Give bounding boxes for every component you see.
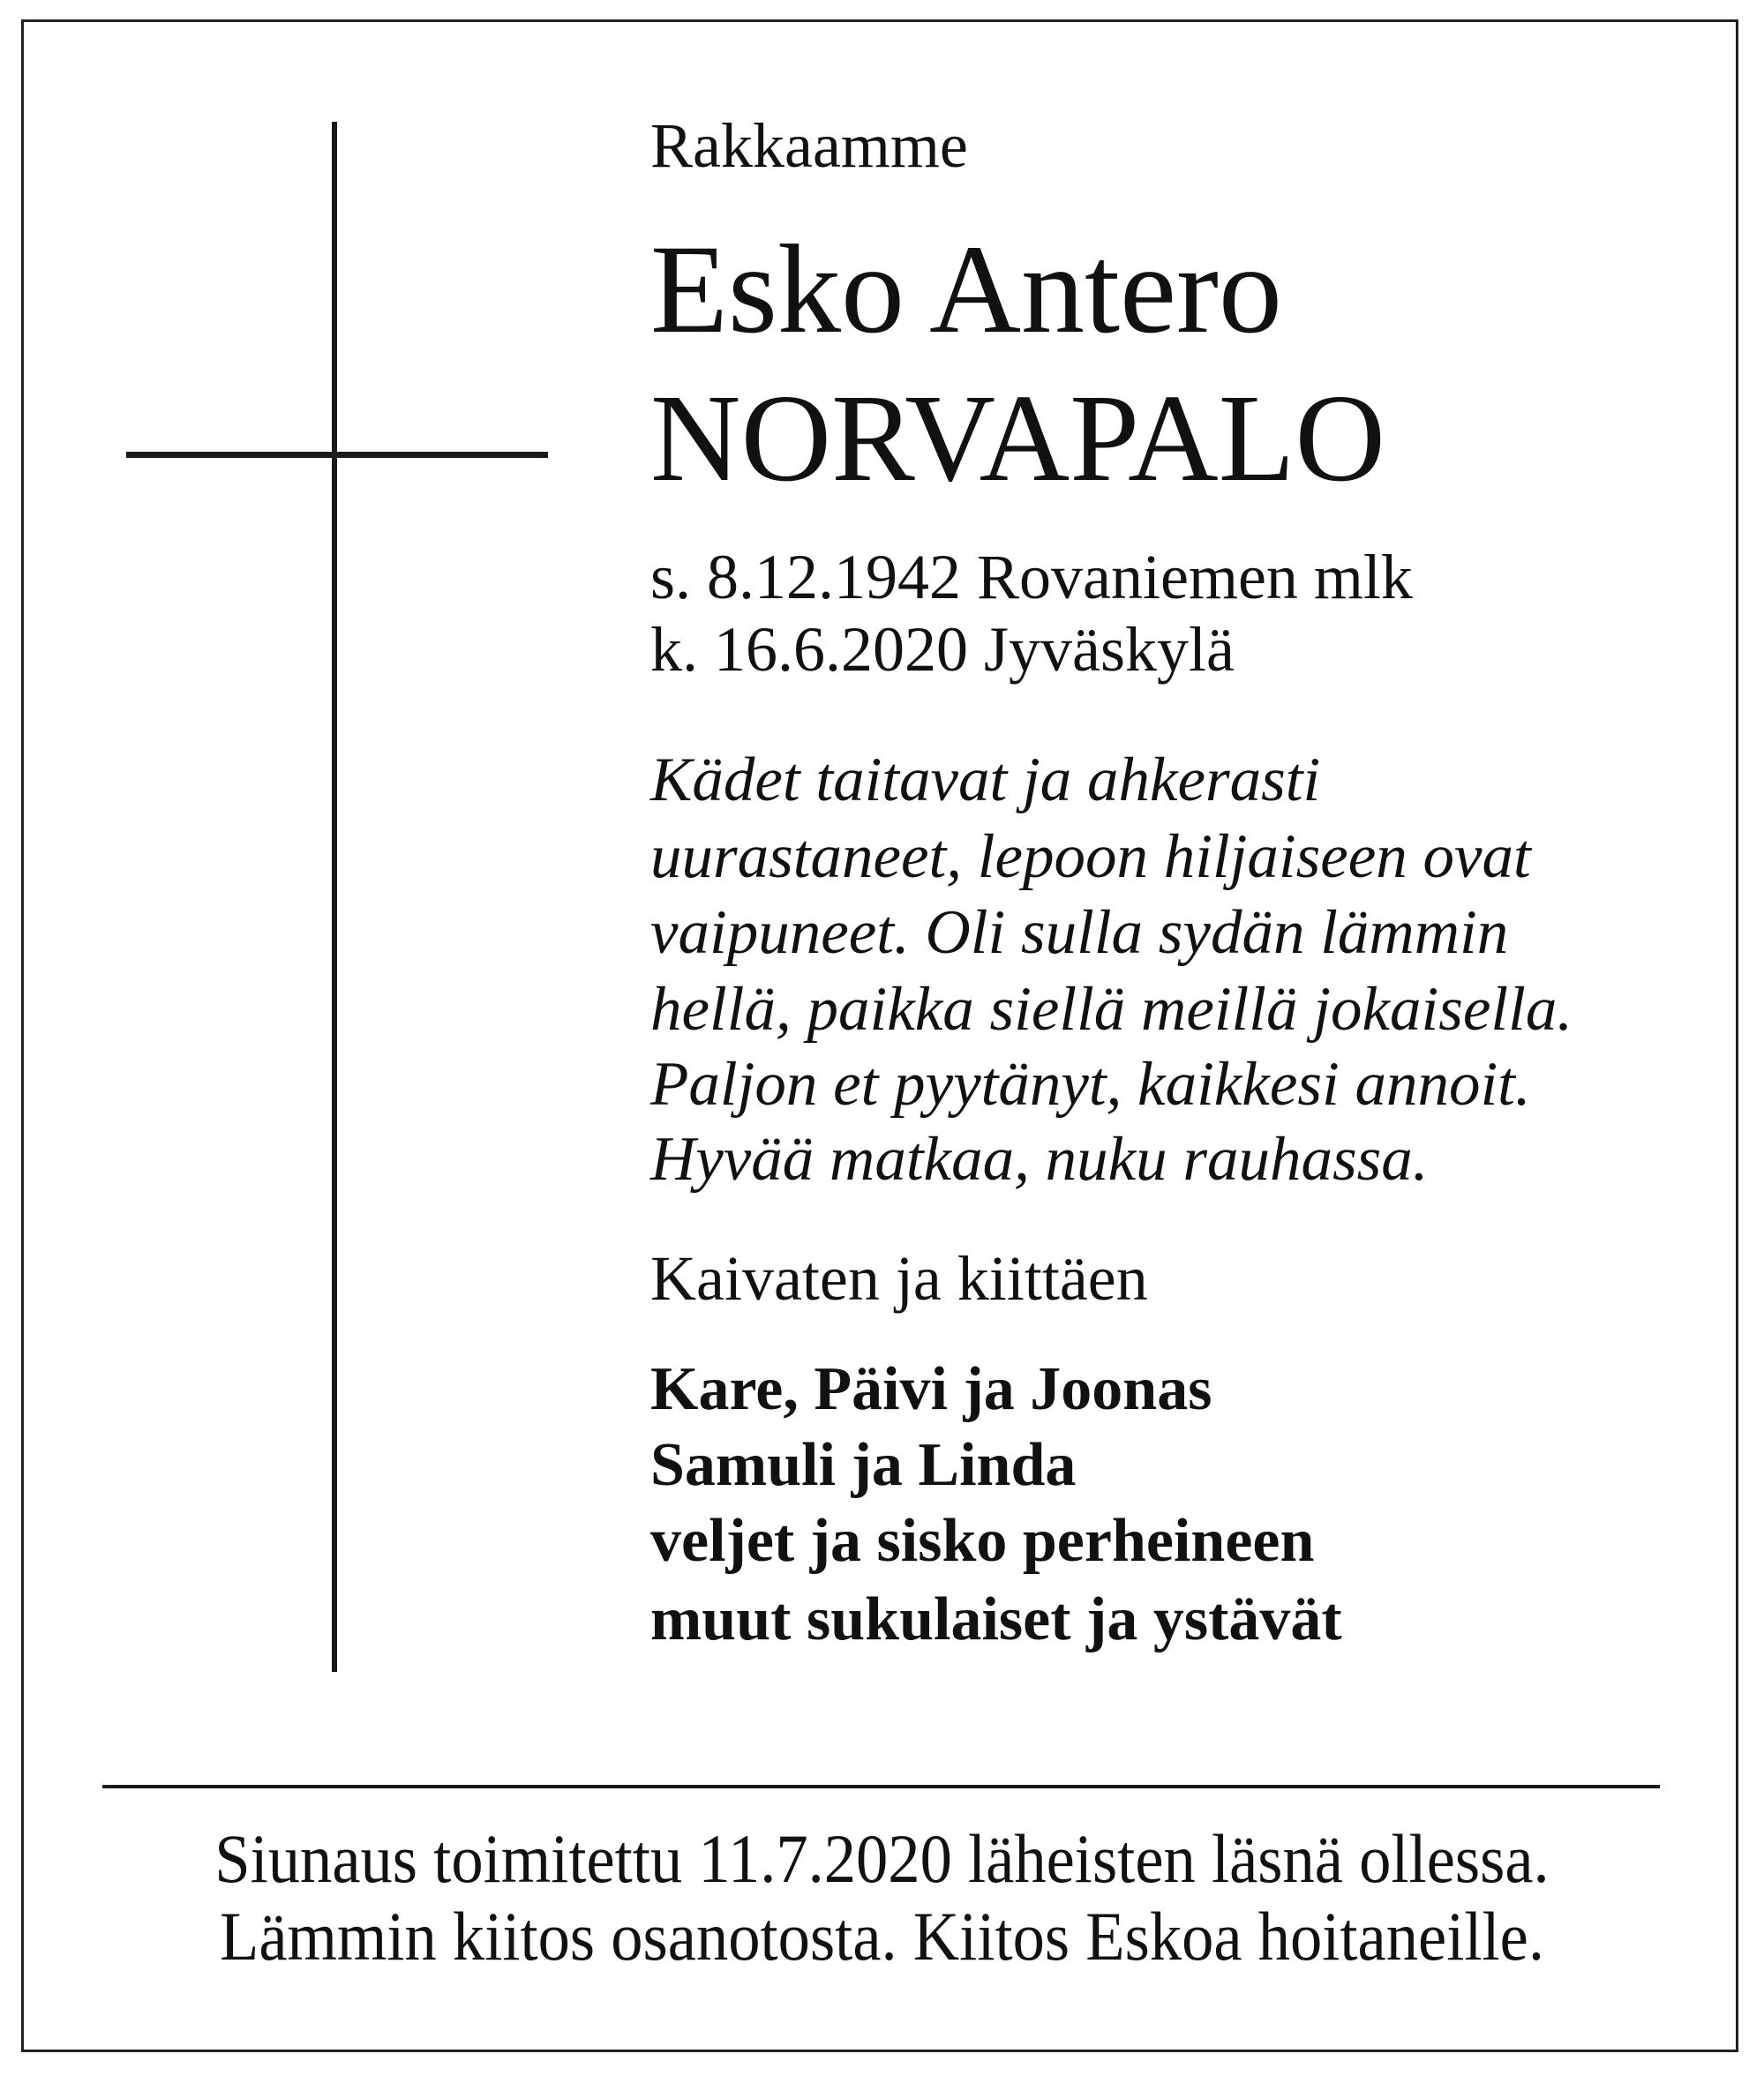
mourner-line: Kare, Päivi ja Joonas [650,1355,1212,1423]
verse-line: uurastaneet, lepoon hiljaiseen ovat [650,822,1531,891]
verse-line: Hyvää matkaa, nuku rauhassa. [650,1125,1429,1194]
mourner-line: veljet ja sisko perheineen [650,1507,1315,1575]
closing-text: Kaivaten ja kiittäen [650,1243,1148,1314]
verse-line: Kädet taitavat ja ahkerasti [650,746,1321,814]
deceased-surname: NORVAPALO [650,368,1386,507]
mourner-line: muut sukulaiset ja ystävät [650,1585,1342,1653]
death-info: k. 16.6.2020 Jyväskylä [650,614,1235,685]
footer-divider [102,1785,1660,1788]
verse-line: vaipuneet. Oli sulla sydän lämmin [650,898,1509,967]
footer-line: Lämmin kiitos osanotosta. Kiitos Eskoa hoitaneille. [220,1898,1544,1975]
deceased-first-names: Esko Antero [650,220,1282,360]
intro-text: Rakkaamme [650,110,968,181]
cross-vertical-bar [332,122,337,1672]
cross-horizontal-bar [126,452,548,458]
verse-line: Paljon et pyytänyt, kaikkesi annoit. [650,1050,1531,1119]
birth-info: s. 8.12.1942 Rovaniemen mlk [650,542,1413,612]
verse-line: hellä, paikka siellä meillä jokaisella. [650,975,1573,1044]
footer-line: Siunaus toimitettu 11.7.2020 läheisten läsnä ollessa. [214,1820,1550,1897]
mourner-line: Samuli ja Linda [650,1431,1077,1499]
